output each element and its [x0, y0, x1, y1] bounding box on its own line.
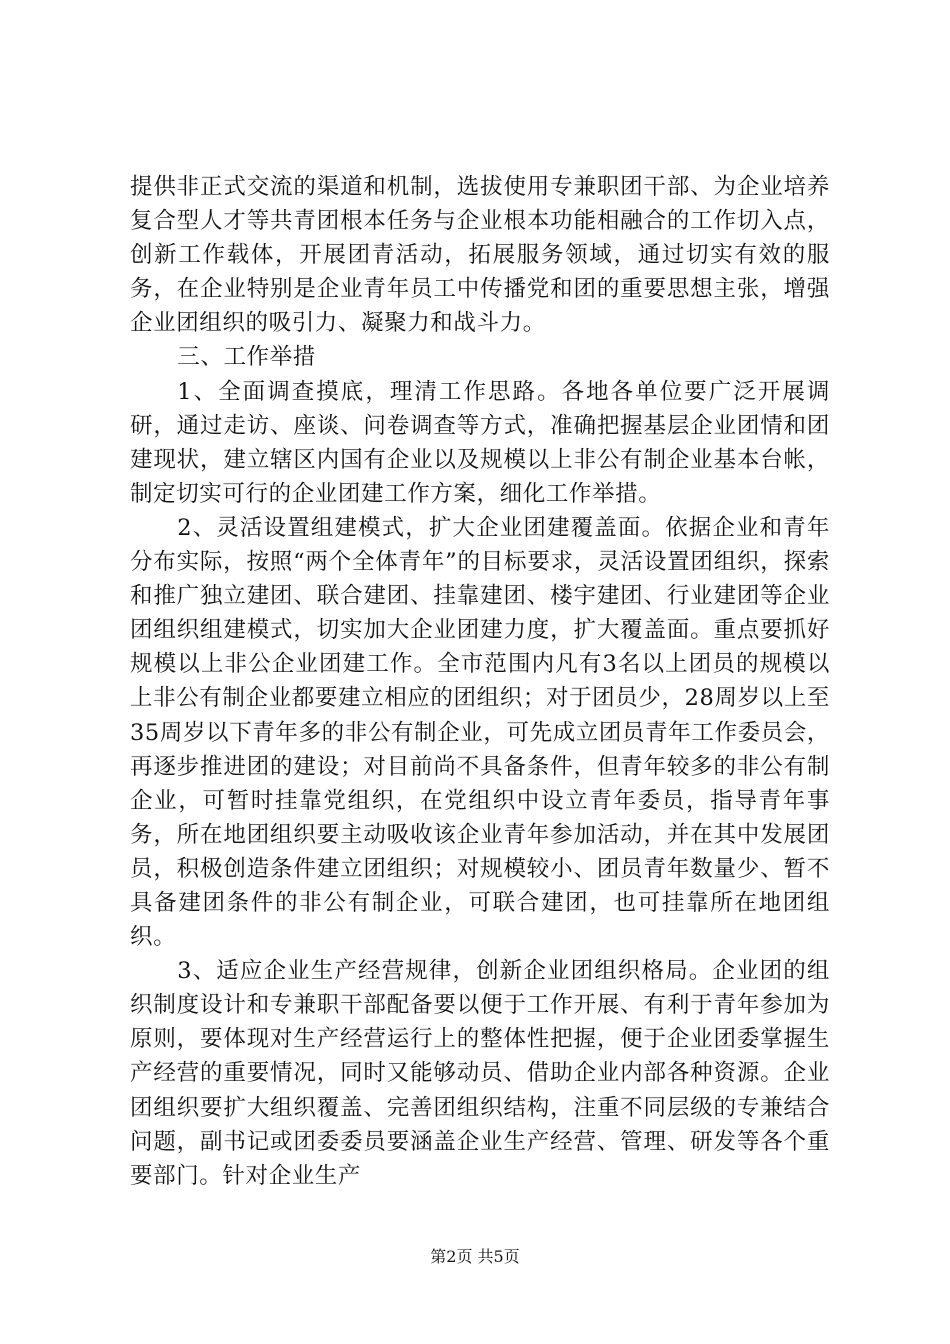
paragraph-continuation: 提供非正式交流的渠道和机制，选拔使用专兼职团干部、为企业培养复合型人才等共青团根本任务与企业根本功能相融合的工作切入点，创新工作载体，开展团青活动，拓展服务领域，通过切实有效的服务，在企业特别是企业青年员工中传播党和团的重要思想主张，增强企业团组织的吸引力、凝聚力和战斗力。	[130, 174, 830, 337]
page-footer: 第2页 共5页	[430, 1247, 520, 1266]
paragraph-item-1: 1、全面调查摸底，理清工作思路。各地各单位要广泛开展调研，通过走访、座谈、问卷调查等方式，准确把握基层企业团情和团建现状，建立辖区内国有企业以及规模以上非公有制企业基本台帐，制定切实可行的企业团建工作方案，细化工作举措。	[130, 378, 830, 507]
document-body	[130, 170, 830, 1193]
paragraph-item-3: 3、适应企业生产经营规律，创新企业团组织格局。企业团的组织制度设计和专兼职干部配备要以便于工作开展、有利于青年参加为原则，要体现对生产经营运行上的整体性把握，便于企业团委掌握生产经营的重要情况，同时又能够动员、借助企业内部各种资源。企业团组织要扩大组织覆盖、完善团组织结构，注重不同层级的专兼结合问题，副书记或团委委员要涵盖企业生产经营、管理、研发等各个重要部门。针对企业生产	[130, 958, 830, 1189]
paragraph-item-2: 2、灵活设置组建模式，扩大企业团建覆盖面。依据企业和青年分布实际，按照“两个全体青年”的目标要求，灵活设置团组织，探索和推广独立建团、联合建团、挂靠建团、楼宇建团、行业建团等企业团组织组建模式，切实加大企业团建力度，扩大覆盖面。重点要抓好规模以上非公企业团建工作。全市范围内凡有3名以上团员的规模以上非公有制企业都要建立相应的团组织；对于团员少，28周岁以上至35周岁以下青年多的非公有制企业，可先成立团员青年工作委员会，再逐步推进团的建设；对目前尚不具备条件，但青年较多的非公有制企业，可暂时挂靠党组织，在党组织中设立青年委员，指导青年事务，所在地团组织要主动吸收该企业青年参加活动，并在其中发展团员，积极创造条件建立团组织；对规模较小、团员青年数量少、暂不具备建团条件的非公有制企业，可联合建团，也可挂靠所在地团组织。	[130, 514, 830, 951]
section-heading: 三、工作举措	[177, 344, 316, 371]
